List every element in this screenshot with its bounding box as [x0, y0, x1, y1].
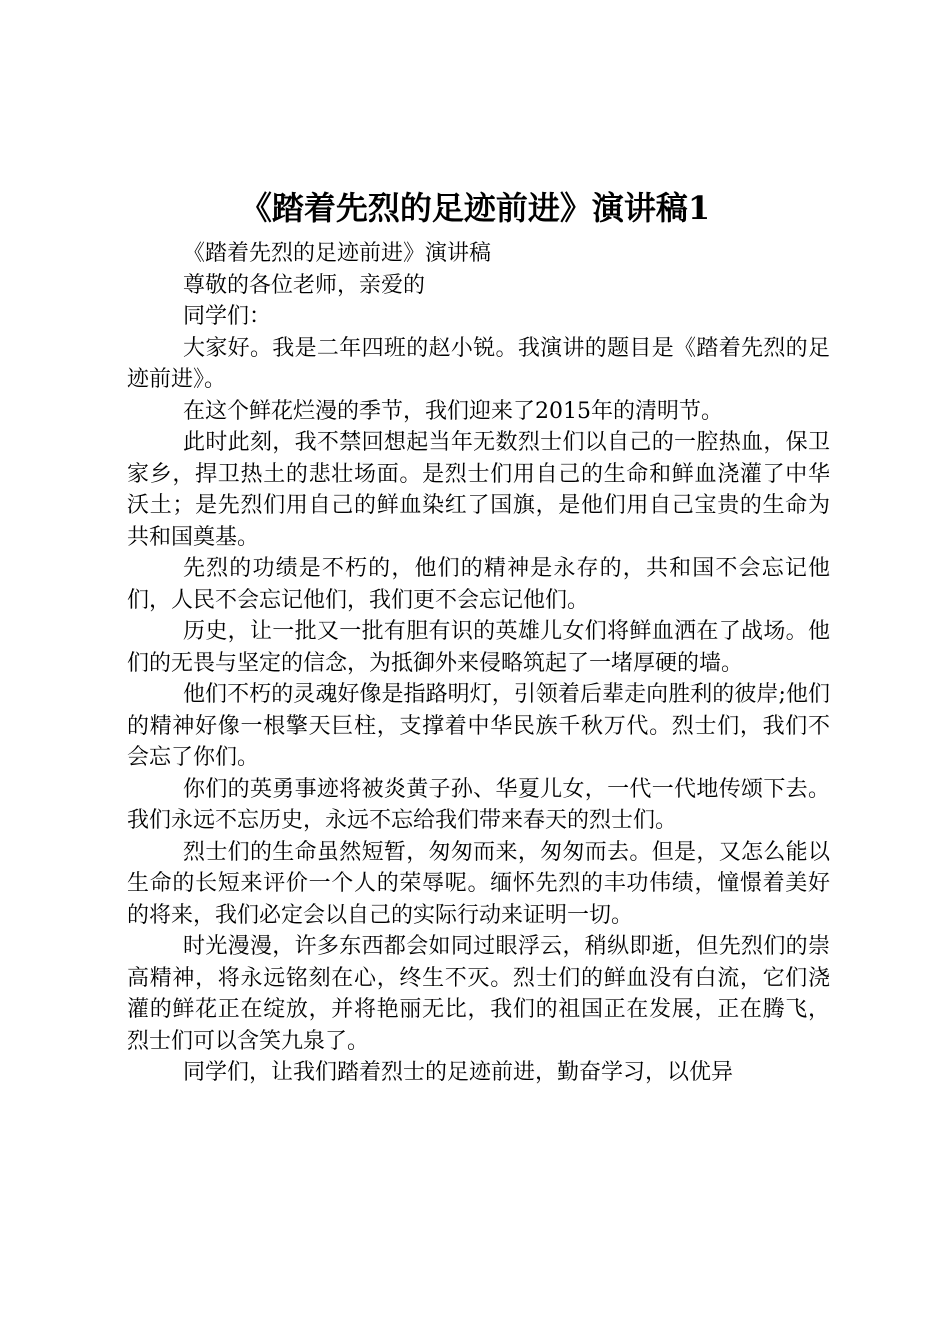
paragraph: 同学们，让我们踏着烈士的足迹前进，勤奋学习，以优异 [183, 1060, 734, 1085]
paragraph: 先烈的功绩是不朽的，他们的精神是永存的，共和国不会忘记他们，人民不会忘记他们，我们更不会忘记他们。 [127, 556, 830, 613]
paragraph: 此时此刻，我不禁回想起当年无数烈士们以自己的一腔热血，保卫家乡，捍卫热土的悲壮场面。是烈士们用自己的生命和鲜血浇灌了中华沃土；是先烈们用自己的鲜血染红了国旗，是他们用自己宝贵的生命为共和国奠基。 [127, 430, 830, 550]
paragraph: 历史，让一批又一批有胆有识的英雄儿女们将鲜血洒在了战场。他们的无畏与坚定的信念，为抵御外来侵略筑起了一堵厚硬的墙。 [127, 619, 830, 676]
paragraph: 尊敬的各位老师，亲爱的 [183, 272, 426, 298]
document-title: 《踏着先烈的足迹前进》演讲稿1 [239, 189, 711, 227]
paragraph: 大家好。我是二年四班的赵小锐。我演讲的题目是《踏着先烈的足迹前进》。 [127, 335, 830, 392]
paragraph: 烈士们的生命虽然短暂，匆匆而来，匆匆而去。但是，又怎么能以生命的长短来评价一个人的荣辱呢。缅怀先烈的丰功伟绩，憧憬着美好的将来，我们必定会以自己的实际行动来证明一切。 [127, 839, 830, 928]
paragraph: 他们不朽的灵魂好像是指路明灯，引领着后辈走向胜利的彼岸;他们的精神好像一根擎天巨柱，支撑着中华民族千秋万代。烈士们，我们不会忘了你们。 [127, 682, 830, 770]
paragraph: 时光漫漫，许多东西都会如同过眼浮云，稍纵即逝，但先烈们的崇高精神，将永远铭刻在心，终生不灭。烈士们的鲜血没有白流，它们浇灌的鲜花正在绽放，并将艳丽无比，我们的祖国正在发展，正在腾飞，烈士们可以含笑九泉了。 [127, 934, 830, 1054]
document-body [127, 238, 830, 1089]
paragraph: 《踏着先烈的足迹前进》演讲稿 [183, 241, 492, 266]
paragraph: 在这个鲜花烂漫的季节，我们迎来了2015年的清明节。 [183, 398, 723, 424]
paragraph: 同学们： [183, 304, 272, 329]
paragraph: 你们的英勇事迹将被炎黄子孙、华夏儿女，一代一代地传颂下去。我们永远不忘历史，永远不忘给我们带来春天的烈士们。 [127, 776, 830, 833]
